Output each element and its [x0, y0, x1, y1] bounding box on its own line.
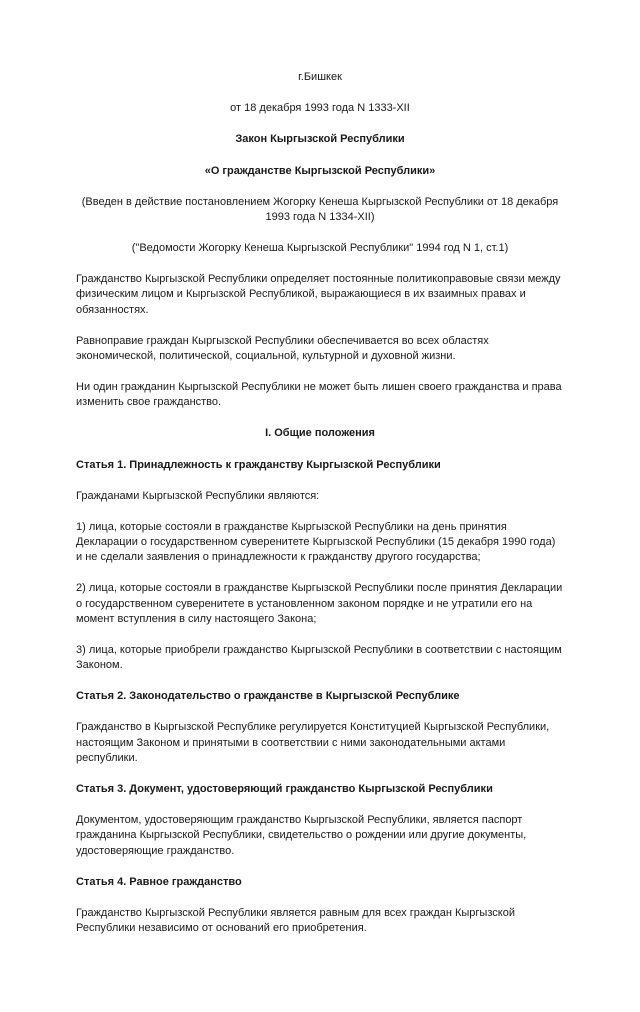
- doc-date-number: от 18 декабря 1993 года N 1333-XII: [230, 102, 410, 115]
- article-1-item-3: 3) лица, которые приобрели гражданство Кыргызской Республики в соответствии с настоящим Законом.: [76, 643, 562, 672]
- article-4-heading: Статья 4. Равное гражданство: [76, 875, 242, 888]
- article-4-body: Гражданство Кыргызской Республики является равным для всех граждан Кыргызской Республики независимо от оснований его приобретения.: [76, 906, 515, 935]
- article-1-item-1: 1) лица, которые состояли в гражданстве Кыргызской Республики на день принятия Декларации о государственном суверенитете Кыргызской Республики (15 декабря 1990 года) и не сделали заявления о принадлежности к гражданству другого государства;: [76, 520, 556, 564]
- article-3-heading: Статья 3. Документ, удостоверяющий гражданство Кыргызской Республики: [76, 782, 493, 795]
- doc-enactment-note: (Введен в действие постановлением Жогорку Кенеша Кыргызской Республики от 18 декабря 1993 года N 1334-XII): [81, 195, 559, 223]
- doc-source-note: ("Ведомости Жогорку Кенеша Кыргызской Республики" 1994 год N 1, ст.1): [131, 242, 509, 255]
- article-1-item-2: 2) лица, которые состояли в гражданстве Кыргызской Республики после принятия Декларации о государственном суверенитете в установленном законом порядке и не утратили его на момент вступления в силу настоящего Закона;: [76, 582, 563, 625]
- article-2-heading: Статья 2. Законодательство о гражданстве в Кыргызской Республике: [76, 690, 460, 703]
- article-1-intro: Гражданами Кыргызской Республики являются:: [76, 489, 320, 502]
- article-3-body: Документом, удостоверяющим гражданство Кыргызской Республики, является паспорт гражданина Кыргызской Республики, свидетельство о рождении или другие документы, удостоверяющие гражданство.: [76, 814, 527, 857]
- preamble-paragraph-2: Равноправие граждан Кыргызской Республики обеспечивается во всех областях экономической, политической, социальной, культурной и духовной жизни.: [76, 334, 489, 362]
- doc-title-line2: «О гражданстве Кыргызской Республики»: [204, 164, 436, 177]
- preamble-paragraph-1: Гражданство Кыргызской Республики определяет постоянные политикоправовые связи между физическим лицом и Кыргызской Республикой, выражающиеся в их взаимных правах и обязанностях.: [76, 273, 561, 316]
- doc-title-line1: Закон Кыргызской Республики: [235, 133, 405, 146]
- article-1-heading: Статья 1. Принадлежность к гражданству Кыргызской Республики: [76, 458, 441, 471]
- preamble-paragraph-3: Ни один гражданин Кыргызской Республики не может быть лишен своего гражданства и права изменить свое гражданство.: [76, 381, 562, 409]
- section-title: I. Общие положения: [265, 427, 375, 440]
- article-2-body: Гражданство в Кыргызской Республике регулируется Конституцией Кыргызской Республики, настоящим Законом и принятыми в соответствии с ними законодательными актами республики.: [76, 721, 550, 764]
- doc-place: г.Бишкек: [298, 71, 342, 83]
